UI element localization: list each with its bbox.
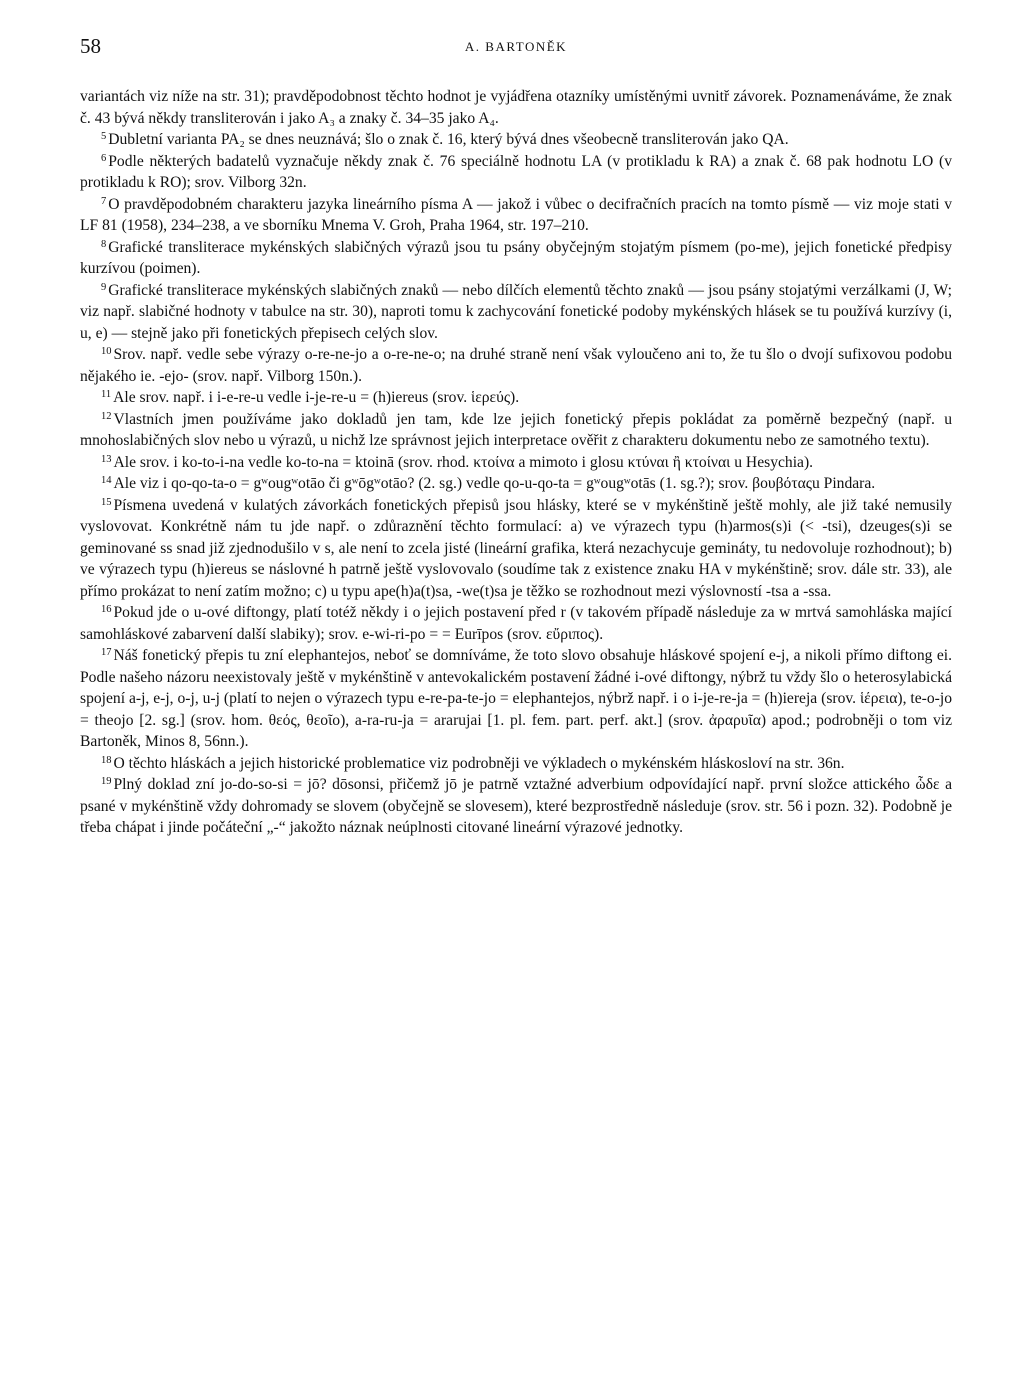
footnote-continuation (80, 86, 952, 129)
footnote-9 (80, 280, 952, 345)
footnote-number: 11 (101, 389, 112, 400)
footnote-text: O těchto hláskách a jejich historické problematice viz podrobněji ve výkladech o mykénském hláskosloví na str. 36n. (113, 754, 845, 772)
footnote-number: 12 (101, 410, 112, 422)
footnote-number: 13 (101, 453, 112, 465)
running-head: A. BARTONĚK (464, 39, 568, 54)
footnote-11 (80, 387, 952, 409)
footnote-text: Grafické transliterace mykénských slabičných výrazů jsou tu psány obyčejným stojatým písmem (po-me), jejich fonetické předpisy kurzívou (poimen). (80, 238, 952, 277)
footnote-number: 16 (101, 604, 112, 615)
footnote-number: 7 (101, 195, 107, 207)
footnote-6 (80, 151, 952, 194)
footnotes (80, 86, 952, 839)
footnote-number: 15 (101, 496, 112, 508)
footnote-text: Vlastních jmen používáme jako dokladů jen tam, kde lze jejich fonetický přepis pokládat za poměrně bezpečný (např. u mnohoslabičných slov nebo u výrazů, u nichž lze správnost jejich interpretace ověřit z charakteru dokumentu nebo ze samotného textu). (80, 410, 952, 449)
footnote-text: Náš fonetický přepis tu zní elephantejos, neboť se domníváme, že toto slovo obsahuje hláskové spojení e-j, a nikoli přímo diftong ei. Podle našeho názoru neexistovaly ještě v mykénštině v antevokalickém postavení žádné i-ové diftongy, nýbrž tu vždy šlo o heterosylabická spojení a-j, e-j, o-j, u-j (platí to nejen o výrazech typu e-re-pa-te-jo = elephantejos, nýbrž např. i o i-je-re-ja = (h)iereja (srov. ἱέρεια), te-o-jo = theojo [2. sg.] (srov. hom. θεός, θεοῖο), a-ra-ru-ja = ararujai [1. pl. fem. part. perf. akt.] (srov. ἀραρυῖα) apod.; podrobněji o tom viz Bartoněk, Minos 8, 56nn.). (80, 647, 952, 750)
page-header (80, 30, 952, 60)
footnote-number: 8 (101, 238, 107, 250)
footnote-text: Ale srov. např. i i-e-re-u vedle i-je-re-u = (h)iereus (srov. ἱερεύς). (113, 389, 520, 406)
footnote-text: Plný doklad zní jo-do-so-si = jō? dōsonsi, přičemž jō je patrně vztažné adverbium odpovídající např. první složce attického ὧδε a psané v mykénštině vždy dohromady se slovem (obyčejně se slovesem), které bezprostředně následuje (srov. str. 56 i pozn. 32). Podobně je třeba chápat i jinde počáteční „-“ jakožto náznak neúplnosti citované lineární výrazové jednotky. (80, 776, 952, 836)
footnote-text: Ale srov. i ko-to-i-na vedle ko-to-na = ktoinā (srov. rhod. κτοίνα a mimoto i glosu κτύναι ἢ κτοίναι u Hesychia). (113, 453, 814, 471)
footnote-15 (80, 495, 952, 603)
page (80, 30, 952, 839)
footnote-17 (80, 645, 952, 753)
footnote-text: Podle některých badatelů vyznačuje někdy znak č. 76 speciálně hodnotu LA (v protikladu k RA) a znak č. 68 pak hodnotu LO (v protikladu k RO); srov. Vilborg 32n. (80, 152, 952, 191)
footnote-12 (80, 409, 952, 452)
footnote-text: Ale viz i qo-qo-ta-o = gʷougʷotāo či gʷōgʷotāo? (2. sg.) vedle qo-u-qo-ta = gʷougʷotās (1. sg.?); srov. βουβόταςu Pindara. (113, 475, 876, 492)
footnote-number: 19 (101, 776, 112, 787)
footnote-19 (80, 774, 952, 839)
footnote-number: 6 (101, 152, 107, 164)
footnote-number: 9 (101, 281, 107, 293)
footnote-5 (80, 129, 952, 151)
footnote-8 (80, 237, 952, 280)
footnote-16 (80, 602, 952, 645)
footnote-text: Pokud jde o u-ové diftongy, platí totéž někdy i o jejich postavení před r (v takovém případě následuje za w mrtvá samohláska mající samohláskové zabarvení další slabiky); srov. e-wi-ri-po = = Eurīpos (srov. εὔριπος). (80, 604, 952, 643)
footnote-13 (80, 452, 952, 474)
footnote-14 (80, 473, 952, 495)
footnote-number: 5 (101, 131, 107, 142)
footnote-text: variantách viz níže na str. 31); pravděpodobnost těchto hodnot je vyjádřena otazníky umístěnými uvnitř závorek. Poznamenáváme, že znak č. 43 bývá někdy transliterován i jako A₃ a znaky č. 34–35 jako A₄. (80, 88, 952, 127)
footnote-text: O pravděpodobném charakteru jazyka lineárního písma A — jakož i vůbec o decifračních pracích na tomto písmě — viz moje stati v LF 81 (1958), 234–238, a ve sborníku Mnema V. Groh, Praha 1964, str. 197–210. (80, 195, 952, 234)
footnote-10 (80, 344, 952, 387)
footnote-number: 17 (101, 647, 112, 658)
footnote-number: 10 (101, 346, 112, 357)
footnote-7 (80, 194, 952, 237)
footnote-18 (80, 753, 952, 775)
page-number: 58 (80, 34, 101, 58)
footnote-number: 18 (101, 754, 112, 766)
footnote-text: Písmena uvedená v kulatých závorkách fonetických přepisů jsou hlásky, které se v mykénštině ještě mohly, ale již také nemusily vyslovovat. Konkrétně nám tu jde např. o zdůraznění těchto formulací: a) ve výrazech typu (h)armos(s)i (< -tsi), dzeuges(s)i se geminované ss snad již zjednodušilo v s, ale není to zcela jisté (lineární grafika, která nezachycuje gemináty, tu nedovoluje rozhodnout); b) ve výrazech typu (h)iereus se náslovné h patrně ještě vyslovovalo (soudíme tak z existence znaku HA v mykénštině; srov. dále str. 33), ale přímo prokázat to není zatím možno; c) u typu ape(h)a(t)sa, -we(t)sa je těžko se rozhodnout mezi výslovností -tsa a -ssa. (80, 496, 952, 600)
footnote-text: Grafické transliterace mykénských slabičných znaků — nebo dílčích elementů těchto znaků — jsou psány stojatými verzálkami (J, W; viz např. slabičné hodnoty v tabulce na str. 30), naproti tomu k zachycování fonetické podoby mykénských hlásek se tu používá kurzívy (i, u, e) — stejně jako při fonetických přepisech celých slov. (80, 281, 952, 342)
footnote-number: 14 (101, 475, 112, 486)
footnote-text: Dubletní varianta PA₂ se dnes neuznává; šlo o znak č. 16, který bývá dnes všeobecně transliterován jako QA. (108, 131, 789, 148)
footnote-text: Srov. např. vedle sebe výrazy o-re-ne-jo a o-re-ne-o; na druhé straně není však vyloučeno ani to, že tu šlo o dvojí sufixovou podobu nějakého ie. -ejo- (srov. např. Vilborg 150n.). (80, 346, 952, 385)
